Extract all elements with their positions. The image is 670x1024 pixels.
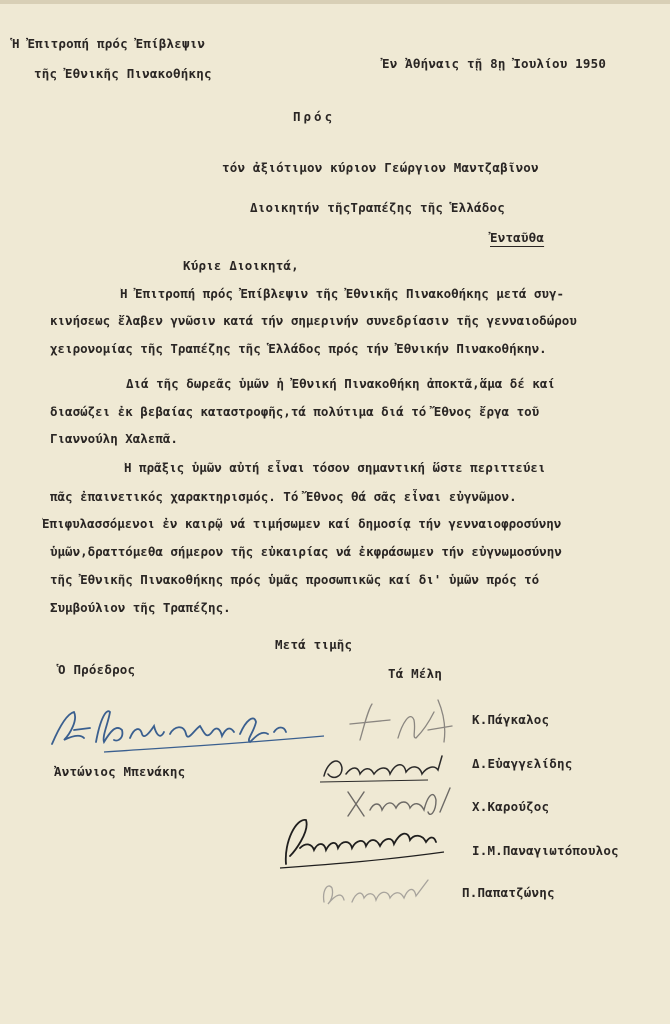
body-line: χειρονομίας τῆς Τραπέζης τῆς Ἑλλάδος πρός τήν Ἐθνικήν Πινακοθήκην. <box>50 341 547 356</box>
body-line: Ἐπιφυλασσόμενοι ἐν καιρῷ νά τιμήσωμεν καί δημοσίᾳ τήν γενναιοφροσύνην <box>42 516 562 531</box>
body-line: ὑμῶν,δραττόμεθα σήμερον τῆς εὐκαιρίας νά ἐκφράσωμεν τήν εὐγνωμοσύνην <box>50 544 562 559</box>
recipient-title: Διοικητήν τῆςΤραπέζης τῆς Ἑλλάδος <box>250 200 505 215</box>
members-label: Τά Μέλη <box>388 666 443 681</box>
body-line: Διά τῆς δωρεᾶς ὑμῶν ἡ Ἐθνική Πινακοθήκη ἀποκτᾶ,ἅμα δέ καί <box>126 376 555 391</box>
member-signature-1 <box>320 690 470 750</box>
member-name-1: Κ.Πάγκαλος <box>472 712 550 727</box>
member-name-2: Δ.Εὐαγγελίδης <box>472 756 573 771</box>
body-line: Συμβούλιον τῆς Τραπέζης. <box>50 600 231 615</box>
president-name: Ἀντώνιος Μπενάκης <box>54 764 186 779</box>
top-edge <box>0 0 670 4</box>
president-label: Ὁ Πρόεδρος <box>58 662 136 677</box>
letter-date: Ἐν Ἀθήναις τῇ 8ῃ Ἰουλίου 1950 <box>382 56 607 71</box>
body-line: κινήσεως ἔλαβεν γνῶσιν κατά τήν σημερινήν συνεδρίασιν τῆς γενναιοδώρου <box>50 313 577 328</box>
body-line: Γιαννούλη Χαλεπᾶ. <box>50 431 178 446</box>
to-heading: Πρός <box>293 109 336 124</box>
body-line: πᾶς ἐπαινετικός χαρακτηρισμός. Τό Ἔθνος θά σᾶς εἶναι εὐγνῶμον. <box>50 489 517 504</box>
president-signature <box>44 690 334 760</box>
body-line: Ἡ Ἐπιτροπή πρός Ἐπίβλεψιν τῆς Ἐθνικῆς Πινακοθήκης μετά συγ- <box>120 286 565 301</box>
member-signature-2 <box>318 746 468 786</box>
salutation: Κύριε Διοικητά, <box>183 258 299 273</box>
closing: Μετά τιμῆς <box>275 637 353 652</box>
body-line: Ἡ πρᾶξις ὑμῶν αὐτή εἶναι τόσον σημαντική ὥστε περιττεύει <box>124 460 546 475</box>
member-name-5: Π.Παπατζώνης <box>462 885 555 900</box>
member-name-3: Χ.Καρούζος <box>472 799 550 814</box>
recipient-place: Ἐνταῦθα <box>490 230 545 245</box>
body-line: τῆς Ἐθνικῆς Πινακοθήκης πρός ὑμᾶς προσωπικῶς καί δι' ὑμῶν πρός τό <box>50 572 540 587</box>
committee-line-1: Ἡ Ἐπιτροπή πρός Ἐπίβλεψιν <box>12 36 206 51</box>
recipient-name: τόν ἀξιότιμον κύριον Γεώργιον Μαντζαβῖνον <box>222 160 539 175</box>
body-line: διασώζει ἐκ βεβαίας καταστροφῆς,τά πολύτιμα διά τό Ἔθνος ἔργα τοῦ <box>50 404 540 419</box>
member-signature-4 <box>276 812 456 872</box>
member-signature-5 <box>316 872 456 912</box>
committee-line-2: τῆς Ἐθνικῆς Πινακοθήκης <box>34 66 212 81</box>
member-name-4: Ι.Μ.Παναγιωτόπουλος <box>472 843 619 858</box>
